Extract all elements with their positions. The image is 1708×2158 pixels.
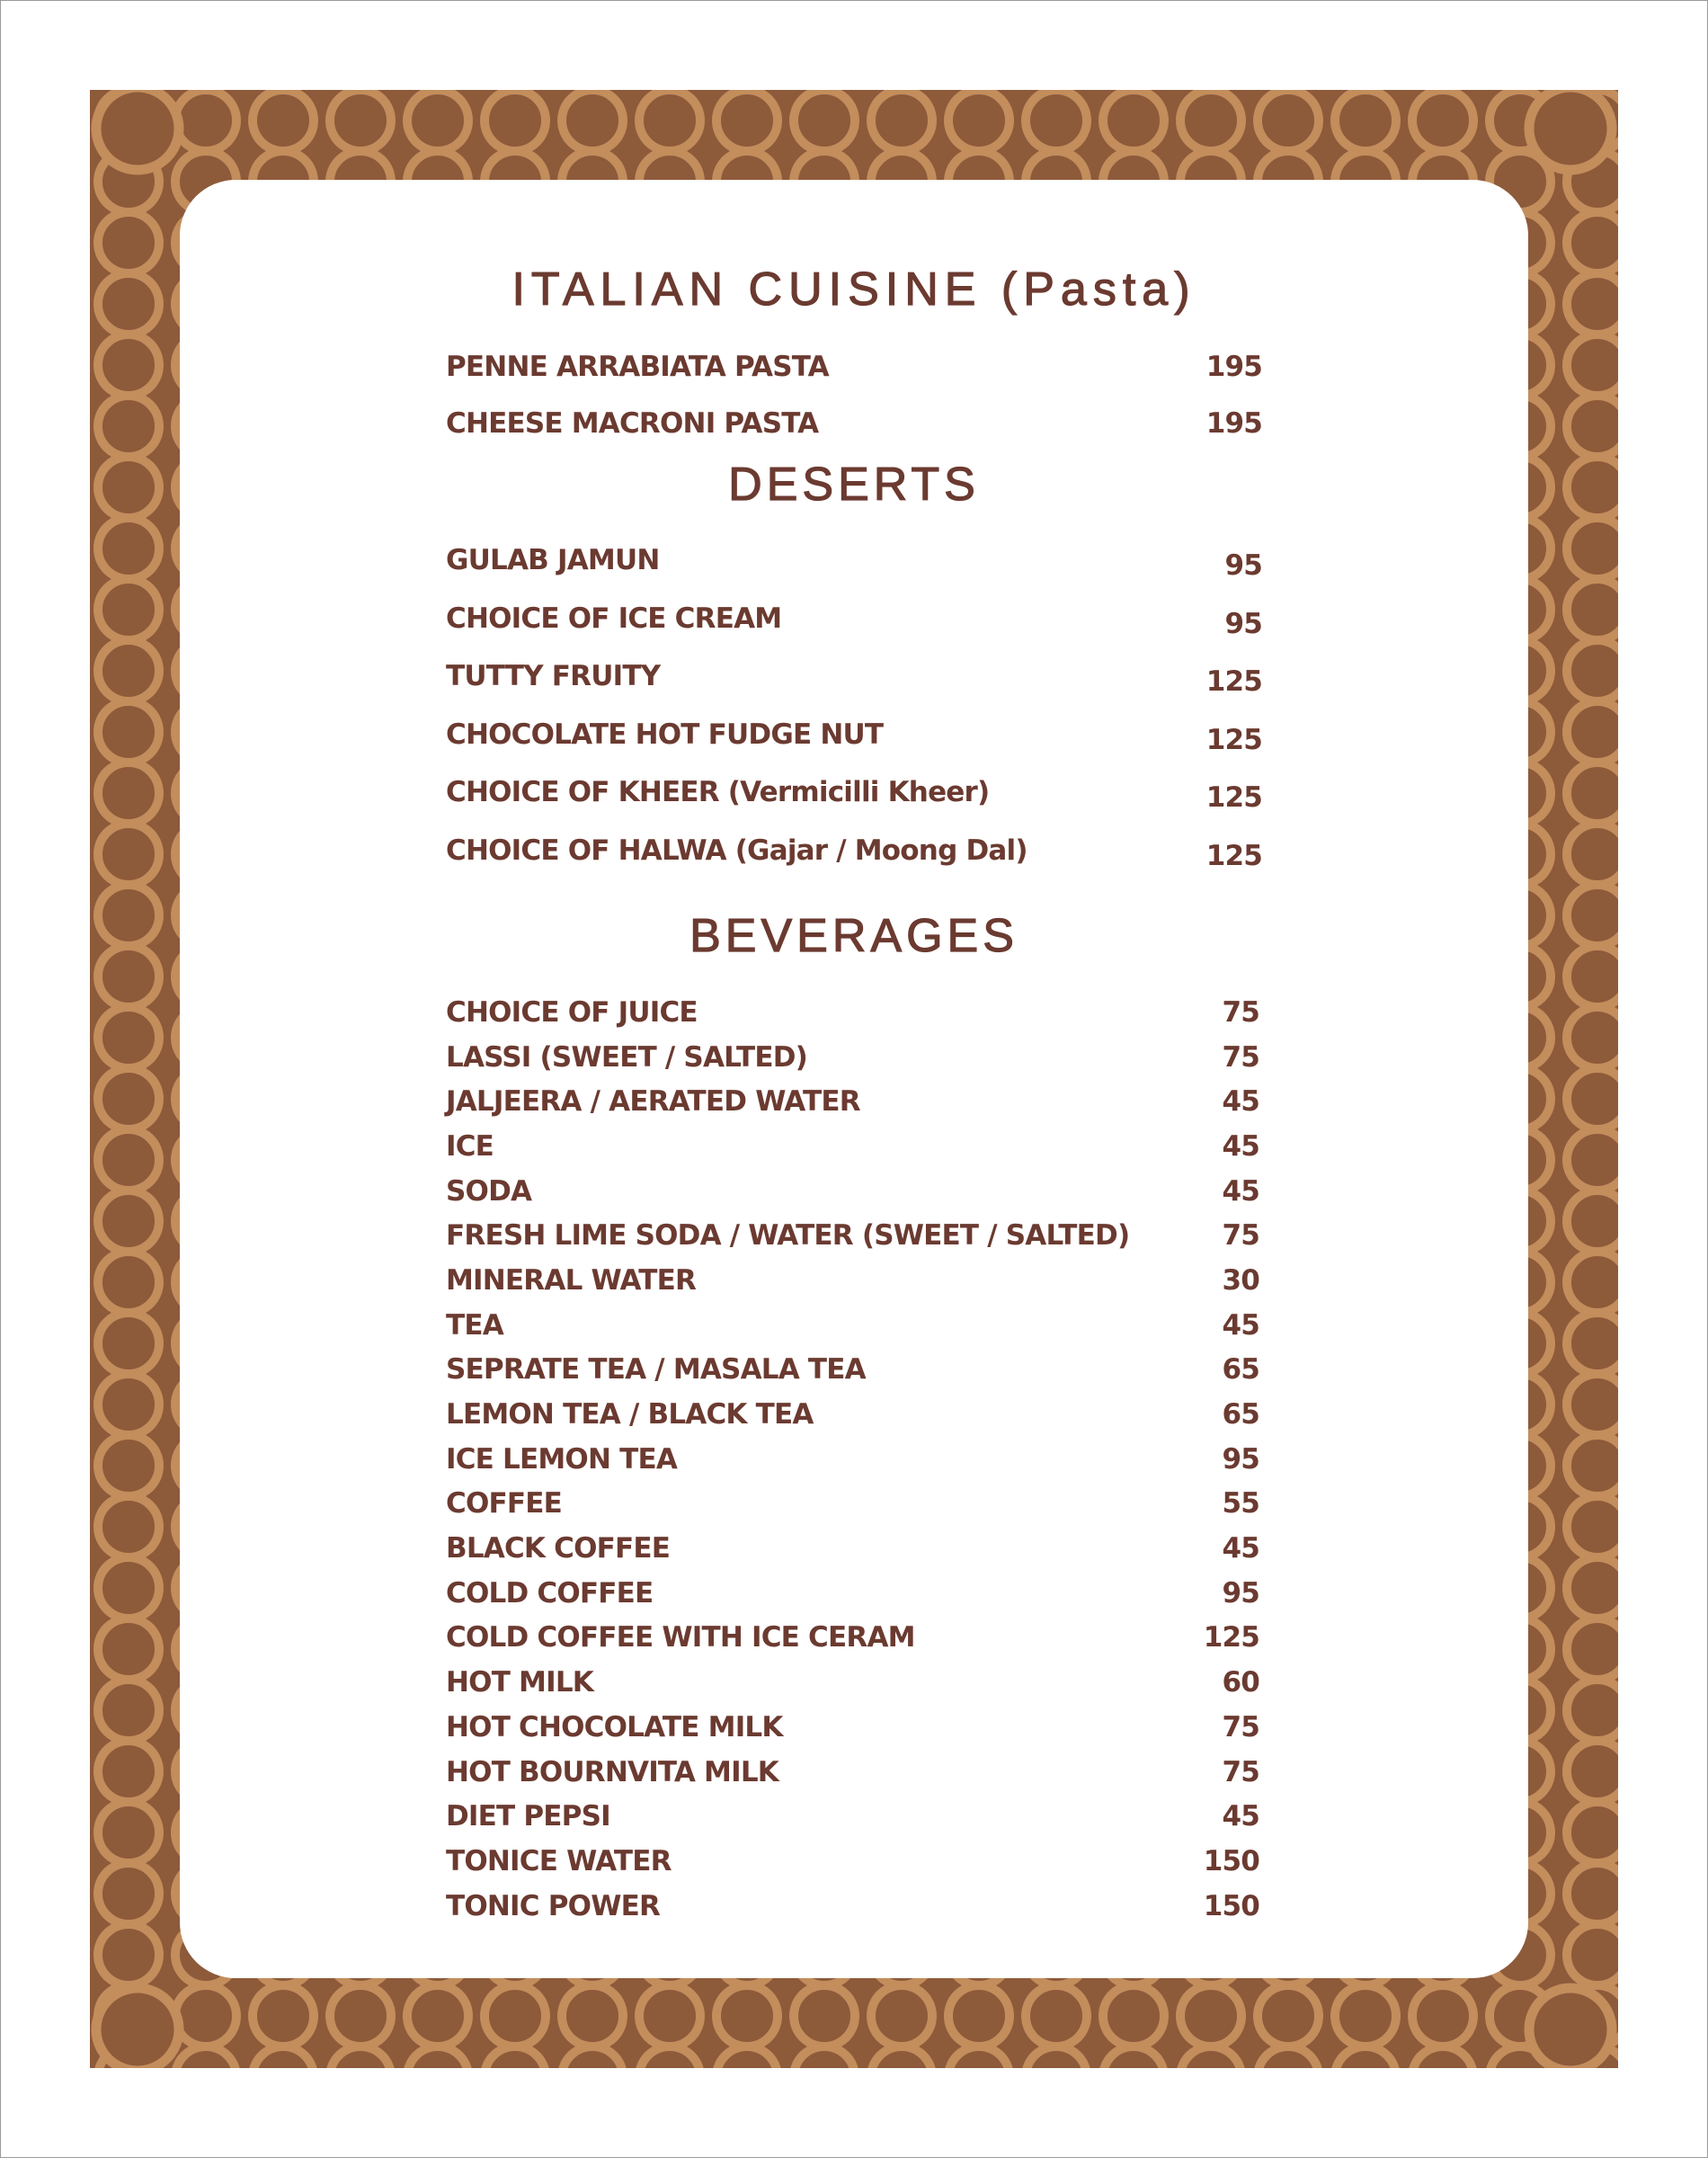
menu-item (446, 763, 1262, 822)
menu-item-price: 125 (1203, 1621, 1259, 1654)
menu-item (446, 1616, 1262, 1661)
menu-item-name: COLD COFFEE WITH ICE CERAM (446, 1621, 915, 1654)
menu-item-name: COLD COFFEE (446, 1576, 654, 1610)
menu-item-name: PENNE ARRABIATA PASTA (446, 350, 829, 383)
menu-item-price: 95 (1224, 607, 1262, 640)
menu-item-name: ICE (446, 1129, 494, 1163)
menu-item (446, 1482, 1262, 1527)
menu-item (446, 1079, 1262, 1124)
menu-item-price: 150 (1203, 1844, 1259, 1877)
menu-item-name: ICE LEMON TEA (446, 1442, 678, 1476)
menu-item-name: CHOICE OF KHEER (Vermicilli Kheer) (446, 776, 990, 809)
menu-item (446, 1750, 1262, 1795)
menu-item-price: 125 (1205, 839, 1262, 872)
menu-item (446, 822, 1262, 880)
menu-item-name: CHOICE OF JUICE (446, 995, 698, 1029)
menu-item-price: 45 (1222, 1129, 1259, 1163)
menu-item-name: HOT BOURNVITA MILK (446, 1755, 779, 1788)
menu-item-name: BLACK COFFEE (446, 1532, 671, 1565)
menu-item-name: SODA (446, 1174, 532, 1208)
menu-item (446, 1884, 1262, 1929)
menu-item-price: 75 (1222, 1755, 1259, 1788)
menu-item-price: 75 (1222, 995, 1259, 1029)
menu-item-name: CHOCOLATE HOT FUDGE NUT (446, 718, 884, 751)
menu-item-price: 45 (1222, 1532, 1259, 1565)
menu-item (446, 590, 1262, 648)
menu-item (446, 706, 1262, 764)
menu-item (446, 647, 1262, 706)
menu-item (446, 1794, 1262, 1839)
menu-item-price: 55 (1222, 1487, 1259, 1520)
section-title-pasta: ITALIAN CUISINE (Pasta) (512, 263, 1196, 316)
beverages-list (446, 990, 1262, 1928)
menu-item-price: 125 (1205, 665, 1262, 699)
menu-item-price: 95 (1224, 549, 1262, 583)
pasta-list (446, 338, 1262, 451)
menu-item-name: LEMON TEA / BLACK TEA (446, 1398, 814, 1431)
menu-item-price: 45 (1222, 1174, 1259, 1208)
menu-item-name: HOT MILK (446, 1666, 593, 1699)
menu-item (446, 338, 1262, 395)
menu-item (446, 1705, 1262, 1750)
menu-item-name: JALJEERA / AERATED WATER (446, 1085, 860, 1119)
menu-item-name: HOT CHOCOLATE MILK (446, 1710, 783, 1743)
menu-item (446, 1169, 1262, 1214)
menu-item (446, 1348, 1262, 1393)
menu-item-price: 75 (1222, 1219, 1259, 1253)
menu-item-price: 65 (1222, 1353, 1259, 1387)
section-title-beverages: BEVERAGES (689, 910, 1019, 962)
menu-item (446, 990, 1262, 1035)
menu-item-price: 195 (1205, 406, 1262, 440)
menu-item (446, 395, 1262, 451)
menu-item-price: 125 (1205, 781, 1262, 815)
menu-item-name: COFFEE (446, 1487, 563, 1520)
menu-item-price: 45 (1222, 1800, 1259, 1833)
menu-item-price: 95 (1222, 1576, 1259, 1610)
menu-item-name: SEPRATE TEA / MASALA TEA (446, 1353, 866, 1387)
menu-item-name: LASSI (SWEET / SALTED) (446, 1040, 807, 1074)
menu-item-price: 75 (1222, 1710, 1259, 1743)
menu-item-name: CHOICE OF ICE CREAM (446, 602, 782, 635)
menu-item (446, 1526, 1262, 1571)
menu-item (446, 1258, 1262, 1303)
menu-item (446, 1035, 1262, 1080)
menu-item (446, 1839, 1262, 1884)
menu-item-name: TONICE WATER (446, 1844, 672, 1877)
menu-item (446, 1571, 1262, 1616)
menu-item-price: 65 (1222, 1398, 1259, 1431)
menu-item-price: 195 (1205, 350, 1262, 383)
menu-item-price: 45 (1222, 1085, 1259, 1119)
menu-item-name: MINERAL WATER (446, 1263, 697, 1297)
menu-item-price: 75 (1222, 1040, 1259, 1074)
menu-item (446, 1437, 1262, 1482)
menu-item (446, 1124, 1262, 1169)
menu-item-name: TUTTY FRUITY (446, 660, 661, 693)
menu-item-name: TEA (446, 1308, 503, 1342)
menu-item-price: 45 (1222, 1308, 1259, 1342)
menu-item-name: CHEESE MACRONI PASTA (446, 406, 819, 440)
menu-item (446, 1213, 1262, 1258)
menu-item-name: TONIC POWER (446, 1889, 661, 1922)
menu-item (446, 531, 1262, 590)
menu-item-price: 60 (1222, 1666, 1259, 1699)
menu-item (446, 1660, 1262, 1705)
menu-item-price: 30 (1222, 1263, 1259, 1297)
section-title-deserts: DESERTS (728, 459, 980, 511)
menu-item-name: GULAB JAMUN (446, 544, 660, 577)
menu-item-name: CHOICE OF HALWA (Gajar / Moong Dal) (446, 834, 1027, 867)
menu-item (446, 1392, 1262, 1437)
menu-item-name: FRESH LIME SODA / WATER (SWEET / SALTED) (446, 1219, 1130, 1253)
menu-item-price: 150 (1203, 1889, 1259, 1922)
menu-item (446, 1303, 1262, 1348)
deserts-list (446, 531, 1262, 879)
menu-item-price: 95 (1222, 1442, 1259, 1476)
menu-item-name: DIET PEPSI (446, 1800, 610, 1833)
menu-item-price: 125 (1205, 723, 1262, 756)
